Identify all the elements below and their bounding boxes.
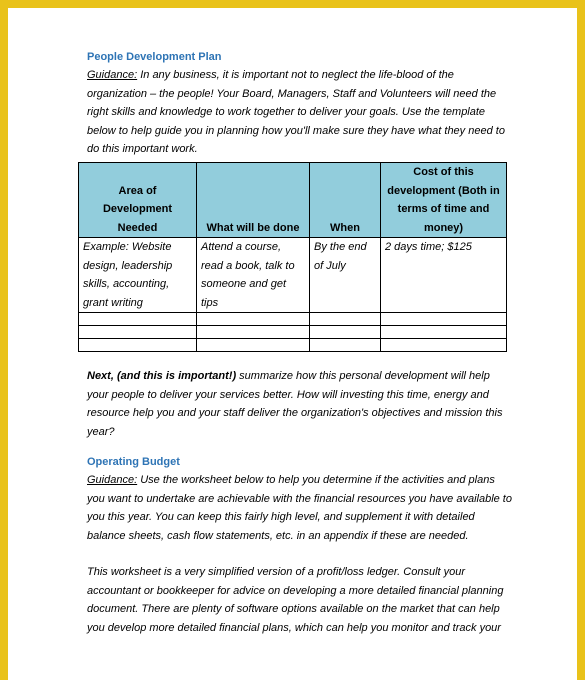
table-header-cell: When	[310, 163, 381, 238]
next-bold-lead: Next, (and this is important!)	[87, 370, 237, 382]
table-row	[79, 339, 507, 352]
document-page	[8, 8, 577, 680]
table-header-cell: What will be done	[197, 163, 310, 238]
table-cell[interactable]	[381, 313, 507, 326]
guidance-paragraph-1	[87, 66, 512, 159]
section-heading-operating-budget: Operating Budget	[87, 456, 180, 468]
next-text: summarize how this personal development will help your people to deliver your services better. How will investing this time, energy and resource help you and your staff deliver the organization's objectives and mission this year?	[87, 370, 503, 438]
table-row	[79, 326, 507, 339]
table-row	[79, 238, 507, 313]
table-cell[interactable]: 2 days time; $125	[381, 238, 507, 313]
table-header-cell: Cost of this development (Both in terms of time and money)	[381, 163, 507, 238]
table-cell[interactable]	[79, 339, 197, 352]
guidance-label: Guidance:	[87, 69, 138, 81]
table-row	[79, 313, 507, 326]
table-cell[interactable]	[197, 339, 310, 352]
table-cell[interactable]: Attend a course, read a book, talk to someone and get tips	[197, 238, 310, 313]
table-cell[interactable]	[79, 326, 197, 339]
table-cell[interactable]: Example: Website design, leadership skills, accounting, grant writing	[79, 238, 197, 313]
table-header-row	[79, 163, 507, 238]
table-cell[interactable]	[197, 313, 310, 326]
next-paragraph	[87, 367, 512, 441]
table-cell[interactable]	[79, 313, 197, 326]
table-cell[interactable]	[310, 326, 381, 339]
table-cell[interactable]	[381, 326, 507, 339]
table-cell[interactable]	[197, 326, 310, 339]
guidance-text: In any business, it is important not to neglect the life-blood of the organization – the people! Your Board, Managers, Staff and Volunteers will need the right skills and knowledge to work together to deliver your goals. Use the template below to help guide you in planning how you'll make sure they have what they need to do this important work.	[87, 69, 505, 155]
section-heading-people-development: People Development Plan	[87, 51, 222, 63]
development-plan-table	[78, 162, 507, 352]
table-cell[interactable]: By the end of July	[310, 238, 381, 313]
table-cell[interactable]	[381, 339, 507, 352]
worksheet-paragraph: This worksheet is a very simplified version of a profit/loss ledger. Consult your accountant or bookkeeper for advice on developing a more detailed financial planning document. There are plenty of software options available on the market that can help you develop more detailed financial plans, which can help you monitor and track your	[87, 566, 504, 634]
table-cell[interactable]	[310, 339, 381, 352]
guidance-text: Use the worksheet below to help you determine if the activities and plans you want to undertake are achievable with the financial resources you have available to you this year. You can keep this fairly high level, and supplement it with detailed balance sheets, cash flow statements, etc. in an appendix if these are needed.	[87, 474, 512, 542]
guidance-label: Guidance:	[87, 474, 138, 486]
table-cell[interactable]	[310, 313, 381, 326]
guidance-paragraph-2	[87, 471, 512, 545]
table-header-cell: Area of Development Needed	[79, 163, 197, 238]
